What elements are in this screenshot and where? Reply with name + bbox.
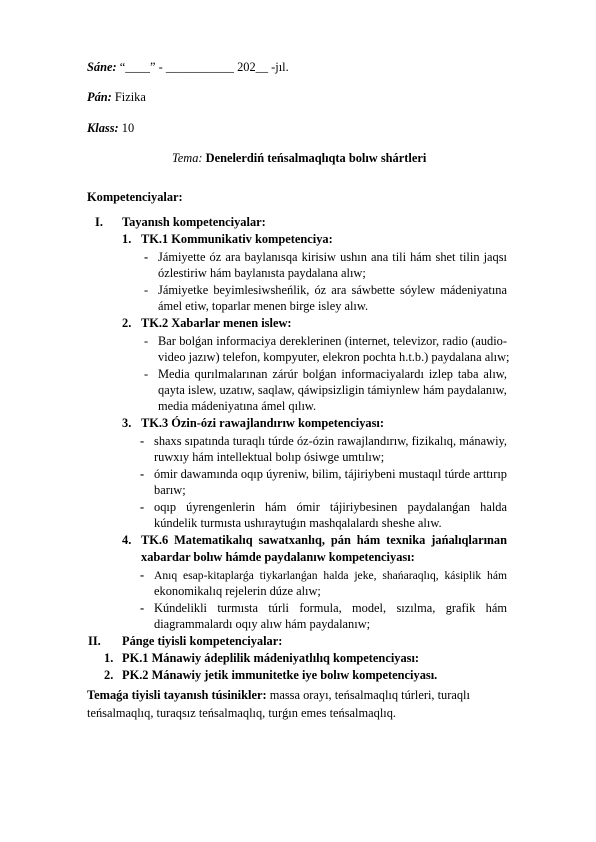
list-item-cont: media mádeniyatına ámel qılıw. [158,399,317,413]
list-item-cont: kúndelik turmısta ushıraytuǵın mashqalalardı sheshe alıw. [154,516,442,530]
subject-item-number: 1. [104,651,114,665]
concepts-line [87,688,470,703]
competencies-title: Kompetenciyalar: [87,190,183,204]
concepts-line-cont: teńsalmaqlıq, turaqsız teńsalmaqlıq, turǵın emes teńsalmaqlıq. [87,706,397,720]
group-title: TK.6 Matematikalıq sawatxanlıq, pán hám texnika jańalıqlarınan [141,533,507,547]
list-item-cont: ruwxıy hám intellektual bolıp ósiwge umtılıw; [154,450,385,464]
class-line [87,121,134,136]
list-item-cont: ózlestiriw hám baylanısta paydalana alıw; [158,266,366,280]
section-number: I. [95,215,103,229]
list-item-cont: qayta islew, uzatıw, saqlaw, qáwipsizligin támiynlew hám paydalanıw, [158,383,507,397]
dash-bullet: - [140,568,145,582]
list-item: Anıq esap-kitaplarǵa tiykarlanǵan halda jeke, shańaraqlıq, kásiplik hám [154,569,507,582]
subject-item: PK.2 Mánawiy jetik immunitetke iye bolıw kompetenciyası. [122,668,438,682]
dash-bullet: - [144,250,149,264]
concepts-label: Temaǵa tiyisli tayanısh túsinikler: [87,688,267,702]
class-label: Klass: [87,121,119,135]
list-item-cont: video jazıw) telefon, kompyuter, elekron pochta h.t.b.) paydalana alıw; [158,350,510,364]
group-number: 1. [122,232,132,246]
subject-value: Fizika [114,90,146,104]
group-title-cont: xabardar bolıw hámde paydalanıw kompetenciyası: [141,550,415,564]
group-number: 4. [122,533,132,547]
list-item: Media qurılmalarınan zárúr bolǵan informaciyalardı izlep taba alıw, [158,367,507,381]
date-value: “____” - ___________ 202__ -jıl. [119,60,289,74]
subject-label: Pán: [87,90,112,104]
group-number: 3. [122,416,132,430]
list-item: Jámiyette óz ara baylanısqa kirisiw ushın ana tili hám shet tilin jaqsı [158,250,507,264]
section-title: Tayanısh kompetenciyalar: [122,215,266,229]
group-title: TK.1 Kommunikativ kompetenciya: [141,232,333,246]
group-number: 2. [122,316,132,330]
topic-line [172,151,426,166]
list-item-cont: ámel etiw, toparlar menen birge isley alıw. [158,299,369,313]
section-title: Pánge tiyisli kompetenciyalar: [122,634,283,648]
group-title: TK.3 Ózin-ózi rawajlandırıw kompetenciyası: [141,416,384,430]
dash-bullet: - [140,434,145,448]
date-label: Sáne: [87,60,117,74]
list-item: Bar bolǵan informaciya dereklerinen (internet, televizor, radio (audio- [158,334,507,348]
date-line [87,60,289,75]
dash-bullet: - [140,467,145,481]
dash-bullet: - [140,601,145,615]
list-item: shaxs sıpatında turaqlı túrde óz-ózin rawajlandırıw, fizikalıq, mánawiy, [154,434,507,448]
subject-item: PK.1 Mánawiy ádeplilik mádeniyatlılıq kompetenciyası: [122,651,420,665]
dash-bullet: - [144,283,149,297]
group-title: TK.2 Xabarlar menen islew: [141,316,292,330]
topic-value: Denelerdiń teńsalmaqlıqta bolıw shártleri [205,151,427,165]
list-item: Kúndelikli turmısta túrli formula, model, sızılma, grafik hám [154,601,507,615]
list-item: oqıp úyrengenlerin hám ómir tájiriybesinen paydalanǵan halda [154,500,507,514]
subject-line [87,90,146,105]
dash-bullet: - [144,367,149,381]
topic-label: Tema: [172,151,203,165]
list-item-cont: diagrammalardı oqıy alıw hám paydalanıw; [154,617,371,631]
dash-bullet: - [144,334,149,348]
list-item: Jámiyetke beyimlesiwsheńlik, óz ara sáwbette sóylew mádeniyatına [158,283,507,297]
subject-item-number: 2. [104,668,114,682]
list-item-cont: barıw; [154,483,186,497]
list-item-cont: ekonomikalıq rejelerin dúze alıw; [154,584,321,598]
section-number: II. [88,634,101,648]
concepts-text: massa orayı, teńsalmaqlıq túrleri, turaqlı [269,688,470,702]
list-item: ómir dawamında oqıp úyreniw, bilim, tájiriybeni mustaqıl túrde arttırıp [154,467,507,481]
dash-bullet: - [140,500,145,514]
class-value: 10 [121,121,135,135]
